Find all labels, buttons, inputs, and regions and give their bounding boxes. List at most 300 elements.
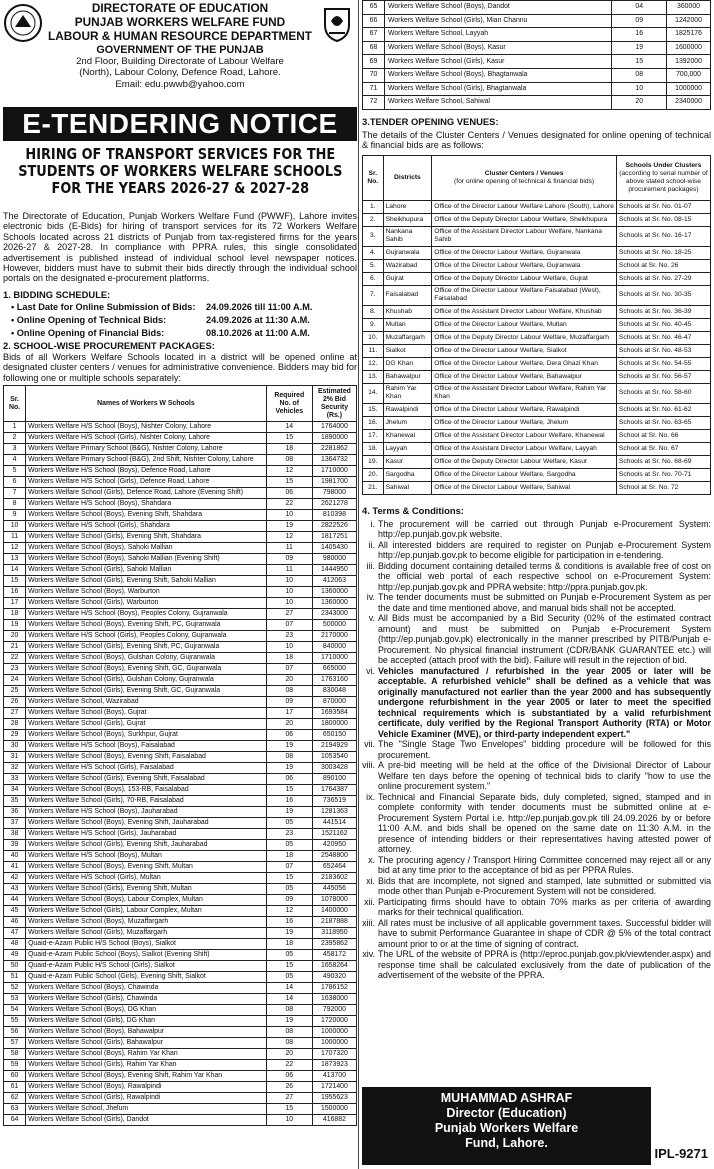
vehicles-cell: 16 [266, 917, 312, 928]
table-row [4, 708, 357, 719]
security-cell: 1521162 [312, 829, 356, 840]
security-cell: 2170000 [312, 631, 356, 642]
school-cell: Quaid-e-Azam Public School (Boys), Sialkot (Evening Shift) [26, 950, 267, 961]
table-row [4, 620, 357, 631]
school-cell: Workers Welfare School, Jhelum [26, 1104, 267, 1115]
packages-table [3, 385, 357, 1126]
term-number: vi. [366, 665, 375, 676]
security-cell: 2822526 [312, 521, 356, 532]
sr-cell: 20. [363, 468, 384, 481]
vehicles-cell: 08 [266, 686, 312, 697]
security-cell: 1721400 [312, 1082, 356, 1093]
pwwf-logo-icon [3, 3, 43, 43]
clusters-cell: School at Sr. No. 72 [616, 481, 710, 494]
security-cell: 1000000 [312, 1027, 356, 1038]
vehicles-cell: 05 [266, 884, 312, 895]
sr-cell: 4 [4, 455, 26, 466]
district-cell: Kasur [383, 455, 432, 468]
sr-cell: 50 [4, 961, 26, 972]
vehicles-cell: 10 [266, 576, 312, 587]
school-cell: Workers Welfare School (Boys), Rahim Yar Khan [26, 1049, 267, 1060]
venue-cell: Office of the Assistant Director Labour Welfare, Khanewal [432, 429, 617, 442]
security-cell: 1053540 [312, 752, 356, 763]
table-row [363, 455, 711, 468]
table-row [4, 884, 357, 895]
school-cell: Workers Welfare School, Wazirabad [26, 697, 267, 708]
vehicles-cell: 22 [266, 1060, 312, 1071]
sr-cell: 35 [4, 796, 26, 807]
header [3, 0, 357, 107]
venue-cell: Office of the Director Labour Welfare, Multan [432, 318, 617, 331]
table-row [4, 642, 357, 653]
sr-cell: 33 [4, 774, 26, 785]
venue-cell: Office of the Deputy Director Labour Welfare, Muzaffargarh [432, 331, 617, 344]
table-row [363, 28, 711, 42]
sr-cell: 5 [4, 466, 26, 477]
address-line-1: 2nd Floor, Building Directorate of Labour Welfare [76, 56, 284, 68]
security-cell: 2395862 [312, 939, 356, 950]
vehicles-cell: 09 [266, 895, 312, 906]
vehicles-cell: 07 [266, 620, 312, 631]
vehicles-cell: 10 [266, 598, 312, 609]
table-row [363, 1, 711, 15]
vehicles-cell: 06 [266, 730, 312, 741]
security-cell: 441514 [312, 818, 356, 829]
security-cell: 792000 [312, 1005, 356, 1016]
vehicles-cell: 23 [266, 829, 312, 840]
sr-cell: 21 [4, 642, 26, 653]
column-divider [358, 0, 359, 1169]
sr-cell: 29 [4, 730, 26, 741]
sr-cell: 59 [4, 1060, 26, 1071]
term-item [362, 592, 711, 613]
table-row [4, 1060, 357, 1071]
vehicles-cell: 10 [612, 82, 667, 96]
sr-cell: 21. [363, 481, 384, 494]
table-row [363, 481, 711, 494]
col-security: Estimated 2% Bid Security (Rs.) [312, 386, 356, 422]
venue-header: Cluster Centers / Venues [484, 169, 564, 177]
security-cell: 2343000 [312, 609, 356, 620]
vehicles-cell: 06 [266, 488, 312, 499]
sr-cell: 28 [4, 719, 26, 730]
security-cell: 1500000 [312, 1104, 356, 1115]
sr-cell: 9 [4, 510, 26, 521]
school-cell: Workers Welfare School (Boys), Evening Shift, Rahim Yar Khan [26, 1071, 267, 1082]
table-row [4, 455, 357, 466]
term-number: ii. [368, 539, 375, 550]
table-row [4, 466, 357, 477]
district-cell: Sheikhupura [383, 213, 432, 226]
venue-cell: Office of the Assistant Director Labour Welfare, Nankana Sahib [432, 226, 617, 246]
intro-paragraph: The Directorate of Education, Punjab Workers Welfare Fund (PWWF), Lahore invites electronic bids (E-Bids) for hiring of transport services for its 72 Workers Welfare Schools located across 21 districts of Punjab from tax-registered firms for the years 2026-27 & 2027-28. In compliance with PPRA rules, this single consolidated advertisement is published instead of individual school level newspaper notices. However, bidders must have to submit their bids directly through the individual school portals on the designated e-procurement platforms. [3, 211, 357, 284]
table-row [363, 305, 711, 318]
security-cell: 2340000 [667, 96, 711, 110]
vehicles-cell: 18 [266, 939, 312, 950]
venue-cell: Office of the Director Labour Welfare Faisalabad (West), Faisalabad [432, 285, 617, 305]
sr-cell: 15 [4, 576, 26, 587]
security-cell: 412063 [312, 576, 356, 587]
vehicles-cell: 27 [266, 609, 312, 620]
clusters-header: Schools Under Clusters [625, 161, 702, 169]
district-cell: Sargodha [383, 468, 432, 481]
table-row [4, 862, 357, 873]
venue-cell: Office of the Director Labour Welfare Lahore (South), Lahore [432, 200, 617, 213]
school-cell: Workers Welfare School (Boys), Sahoki Mallian [26, 543, 267, 554]
ipl-number: IPL-9271 [654, 1146, 708, 1161]
security-cell: 1955623 [312, 1093, 356, 1104]
table-row [4, 829, 357, 840]
school-cell: Workers Welfare School (Girls), Mian Channu [384, 14, 611, 28]
vehicles-cell: 20 [266, 675, 312, 686]
term-item [362, 739, 711, 760]
venue-subheader: (for online opening of technical & financial bids) [454, 177, 595, 185]
term-item [362, 519, 711, 540]
table-row [4, 675, 357, 686]
vehicles-cell: 16 [612, 28, 667, 42]
school-cell: Workers Welfare H/S School (Girls), Peoples Colony, Gujranwala [26, 631, 267, 642]
schedule-title: 1. BIDDING SCHEDULE: [3, 289, 111, 300]
vehicles-cell: 18 [266, 851, 312, 862]
security-cell: 2187888 [312, 917, 356, 928]
packages-table-continued [362, 0, 711, 110]
district-cell: Multan [383, 318, 432, 331]
sr-cell: 13. [363, 370, 384, 383]
signatory-org-2: Fund, Lahore. [465, 1136, 548, 1150]
sr-cell: 11. [363, 344, 384, 357]
sr-cell: 24 [4, 675, 26, 686]
sr-cell: 39 [4, 840, 26, 851]
term-text: The procuring agency / Transport Hiring Committee concerned may reject all or any bid at any time prior to the acceptance of bid as per PPRA Rules. [378, 854, 711, 876]
term-item [362, 561, 711, 593]
term-text: All Bids must be accompanied by a Bid Security (02% of the estimated contract amount) and must be submitted on Punjab e-Procurement System (http://ep.punjab.gov.pk) electronically in the manner prescribed by PITB/Punjab e-Procurement. No physical financial instrument (CDR/BANK GUARANTEE etc.) will be accepted (attach proof with the bid). Failure will result in the rejection of bid. [378, 613, 711, 666]
sr-cell: 9. [363, 318, 384, 331]
school-cell: Workers Welfare School (Boys), Labour Complex, Multan [26, 895, 267, 906]
security-cell: 2621278 [312, 499, 356, 510]
school-cell: Workers Welfare School (Girls), Rawalpindi [26, 1093, 267, 1104]
sr-cell: 18 [4, 609, 26, 620]
sr-cell: 2 [4, 433, 26, 444]
school-cell: Workers Welfare School (Girls), Evening Shift, Shahdara [26, 532, 267, 543]
sr-cell: 14 [4, 565, 26, 576]
sr-cell: 38 [4, 829, 26, 840]
term-item [362, 897, 711, 918]
school-cell: Workers Welfare School (Girls), Evening Shift, Jauharabad [26, 840, 267, 851]
school-cell: Workers Welfare H/S School (Boys), Defence Road, Lahore [26, 466, 267, 477]
district-cell: Gujrat [383, 272, 432, 285]
sr-cell: 26 [4, 697, 26, 708]
security-cell: 1000000 [667, 82, 711, 96]
venue-cell: Office of the Assistant Director Labour Welfare, Rahim Yar Khan [432, 383, 617, 403]
school-cell: Workers Welfare School (Girls), Evening Shift, GC, Gujranwala [26, 686, 267, 697]
sr-cell: 61 [4, 1082, 26, 1093]
vehicles-cell: 10 [266, 642, 312, 653]
col-sr: Sr. No. [363, 155, 384, 200]
vehicles-cell: 11 [266, 543, 312, 554]
school-cell: Workers Welfare School (Girls), Evening Shift, Faisalabad [26, 774, 267, 785]
clusters-subheader: (according to serial number of above stated school-wise procurement packages) [619, 169, 708, 193]
clusters-cell: School at Sr. No. 26 [616, 259, 710, 272]
clusters-cell: Schools at Sr. No. 63-65 [616, 416, 710, 429]
table-row [4, 796, 357, 807]
col-district: Districts [383, 155, 432, 200]
punjab-govt-emblem-icon [317, 3, 357, 43]
sr-cell: 62 [4, 1093, 26, 1104]
clusters-cell: School at Sr. No. 66 [616, 429, 710, 442]
district-cell: Gujranwala [383, 246, 432, 259]
venue-cell: Office of the Assistant Director Labour Welfare, Layyah [432, 442, 617, 455]
security-cell: 840000 [312, 642, 356, 653]
table-row [363, 442, 711, 455]
sr-cell: 43 [4, 884, 26, 895]
term-item [362, 760, 711, 792]
school-cell: Workers Welfare School (Boys), Sahoki Mallian (Evening Shift) [26, 554, 267, 565]
sr-cell: 23 [4, 664, 26, 675]
vehicles-cell: 05 [266, 818, 312, 829]
table-row [363, 357, 711, 370]
table-row [4, 983, 357, 994]
sr-cell: 14. [363, 383, 384, 403]
school-cell: Workers Welfare School (Girls), Chawinda [26, 994, 267, 1005]
school-cell: Workers Welfare School (Boys), DG Khan [26, 1005, 267, 1016]
school-cell: Workers Welfare Primary School (B&G), Nishter Colony, Lahore [26, 444, 267, 455]
sr-cell: 63 [4, 1104, 26, 1115]
district-cell: Faisalabad [383, 285, 432, 305]
table-row [4, 840, 357, 851]
sr-cell: 72 [363, 96, 385, 110]
col-sr: Sr. No. [4, 386, 26, 422]
signature-block [362, 1087, 651, 1165]
term-text: Participating firms should have to obtain 70% marks as per criteria of awarding marks for their technical qualification. [378, 896, 711, 918]
table-row [363, 344, 711, 357]
district-cell: DG Khan [383, 357, 432, 370]
venue-cell: Office of the Assistant Director Labour Welfare, Khushab [432, 305, 617, 318]
term-item [362, 949, 711, 981]
security-cell: 652464 [312, 862, 356, 873]
security-cell: 360000 [667, 1, 711, 15]
vehicles-cell: 19 [266, 741, 312, 752]
sr-cell: 31 [4, 752, 26, 763]
school-cell: Workers Welfare School (Boys), Evening Shift, PC, Gujranwala [26, 620, 267, 631]
school-cell: Workers Welfare H/S School (Boys), Multan [26, 851, 267, 862]
security-cell: 870000 [312, 697, 356, 708]
table-row [4, 752, 357, 763]
sr-cell: 2. [363, 213, 384, 226]
sr-cell: 51 [4, 972, 26, 983]
district-cell: Lahore [383, 200, 432, 213]
sr-cell: 54 [4, 1005, 26, 1016]
school-cell: Workers Welfare H/S School (Boys), Nishter Colony, Lahore [26, 422, 267, 433]
security-cell: 1638000 [312, 994, 356, 1005]
vehicles-cell: 26 [266, 1082, 312, 1093]
packages-title: 2. SCHOOL-WISE PROCUREMENT PACKAGES: [3, 340, 215, 351]
table-row [4, 873, 357, 884]
security-cell: 1710000 [312, 466, 356, 477]
vehicles-cell: 19 [612, 41, 667, 55]
school-cell: Workers Welfare School (Girls), Kasur [384, 55, 611, 69]
sr-cell: 1. [363, 200, 384, 213]
table-row [4, 1071, 357, 1082]
venue-cell: Office of the Director Labour Welfare, Gujranwala [432, 259, 617, 272]
sr-cell: 15. [363, 403, 384, 416]
vehicles-cell: 18 [266, 444, 312, 455]
venue-cell: Office of the Deputy Director Labour Welfare, Kasur [432, 455, 617, 468]
vehicles-cell: 15 [612, 55, 667, 69]
vehicles-cell: 15 [266, 961, 312, 972]
term-item [362, 792, 711, 855]
sr-cell: 47 [4, 928, 26, 939]
table-row [4, 730, 357, 741]
school-cell: Workers Welfare School (Girls), Evening Shift, Sahoki Mallian [26, 576, 267, 587]
table-row [4, 598, 357, 609]
school-cell: Workers Welfare School (Boys), Bhagtanwala [384, 68, 611, 82]
vehicles-cell: 08 [266, 1005, 312, 1016]
table-row [4, 1016, 357, 1027]
sr-cell: 53 [4, 994, 26, 1005]
security-cell: 1707320 [312, 1049, 356, 1060]
sr-cell: 4. [363, 246, 384, 259]
school-cell: Workers Welfare H/S School (Boys), Peoples Colony, Gujranwala [26, 609, 267, 620]
vehicles-cell: 22 [266, 499, 312, 510]
sr-cell: 32 [4, 763, 26, 774]
clusters-cell: Schools at Sr. No. 01-07 [616, 200, 710, 213]
security-cell: 665000 [312, 664, 356, 675]
e-tendering-banner: E-TENDERING NOTICE [3, 107, 357, 141]
table-row [363, 68, 711, 82]
vehicles-cell: 12 [266, 466, 312, 477]
vehicles-cell: 07 [266, 664, 312, 675]
clusters-cell: Schools at Sr. No. 68-69 [616, 455, 710, 468]
security-cell: 1873923 [312, 1060, 356, 1071]
district-cell: Wazirabad [383, 259, 432, 272]
table-row [4, 576, 357, 587]
vehicles-cell: 15 [266, 873, 312, 884]
school-cell: Workers Welfare School (Girls), Defence Road, Lahore (Evening Shift) [26, 488, 267, 499]
venue-cell: Office of the Director Labour Welfare, Dera Ghazi Khan [432, 357, 617, 370]
term-number: i. [370, 518, 375, 529]
table-row [4, 499, 357, 510]
bidding-schedule [3, 301, 357, 340]
sr-cell: 57 [4, 1038, 26, 1049]
table-row [4, 521, 357, 532]
venues-table [362, 155, 711, 495]
table-row [363, 403, 711, 416]
sr-cell: 55 [4, 1016, 26, 1027]
schedule-label: • Online Opening of Financial Bids: [11, 328, 165, 338]
table-row [4, 609, 357, 620]
email-line: Email: edu.pwwb@yahoo.com [115, 78, 245, 90]
vehicles-cell: 19 [266, 807, 312, 818]
vehicles-cell: 19 [266, 928, 312, 939]
terms-list [362, 519, 711, 981]
term-text: The URL of the website of PPRA is (http://eproc.punjab.gov.pk/viewtender.aspx) and response time shall be calculated exclusively from the date of publication of the advertisement of the website of the PPRA. [378, 949, 711, 981]
table-row [363, 383, 711, 403]
venue-cell: Office of the Deputy Director Labour Welfare, Gujrat [432, 272, 617, 285]
right-column [362, 0, 711, 1169]
school-cell: Workers Welfare School (Girls), Bahawalpur [26, 1038, 267, 1049]
table-row [4, 1082, 357, 1093]
vehicles-cell: 19 [266, 1016, 312, 1027]
vehicles-cell: 17 [266, 708, 312, 719]
venue-cell: Office of the Director Labour Welfare, Gujranwala [432, 246, 617, 259]
school-cell: Workers Welfare School (Boys), Dandot [384, 1, 611, 15]
table-row [4, 697, 357, 708]
vehicles-cell: 04 [612, 1, 667, 15]
security-cell: 3003428 [312, 763, 356, 774]
sr-cell: 3 [4, 444, 26, 455]
sr-cell: 68 [363, 41, 385, 55]
sr-cell: 36 [4, 807, 26, 818]
term-text: All rates must be inclusive of all applicable government taxes. Successful bidder will have to submit Performance Guarantee in shape of CDR @ 5% of the total contract amount prior to or at the time of signing of contract. [378, 917, 711, 949]
security-cell: 1764000 [312, 422, 356, 433]
term-number: v. [368, 613, 375, 624]
security-cell: 420950 [312, 840, 356, 851]
school-cell: Workers Welfare H/S School (Girls), Shahdara [26, 521, 267, 532]
sr-cell: 11 [4, 532, 26, 543]
table-row [4, 1104, 357, 1115]
term-text: A pre-bid meeting will be held at the office of the Divisional Director of Labour Welfare ten days before the opening of technical bids to clarify "how to use the online procurement system." [378, 760, 711, 792]
schedule-value: 08.10.2026 at 11:00 A.M. [206, 328, 310, 338]
vehicles-cell: 15 [266, 1104, 312, 1115]
school-cell: Workers Welfare School (Girls), Gulshan Colony, Gujranwala [26, 675, 267, 686]
table-row [363, 14, 711, 28]
terms-title: 4. Terms & Conditions: [362, 504, 464, 516]
security-cell: 1710000 [312, 653, 356, 664]
term-text: The procurement will be carried out through Punjab e-Procurement System: http://ep.punjab.gov.pk website. [378, 518, 711, 540]
vehicles-cell: 06 [266, 1071, 312, 1082]
clusters-cell: Schools at Sr. No. 30-35 [616, 285, 710, 305]
vehicles-cell: 15 [266, 477, 312, 488]
school-cell: Workers Welfare School (Girls), DG Khan [26, 1016, 267, 1027]
term-number: iii. [366, 560, 375, 571]
table-row [4, 631, 357, 642]
vehicles-cell: 15 [266, 785, 312, 796]
school-cell: Workers Welfare School (Girls), Gujrat [26, 719, 267, 730]
security-cell: 798000 [312, 488, 356, 499]
vehicles-cell: 14 [266, 983, 312, 994]
school-cell: Workers Welfare School (Girls), Evening Shift, Multan [26, 884, 267, 895]
table-row [4, 532, 357, 543]
sr-cell: 46 [4, 917, 26, 928]
sr-cell: 64 [4, 1115, 26, 1126]
table-row [4, 928, 357, 939]
security-cell: 1786152 [312, 983, 356, 994]
security-cell: 1890000 [312, 433, 356, 444]
vehicles-cell: 18 [266, 653, 312, 664]
district-cell: Sahiwal [383, 481, 432, 494]
school-cell: Workers Welfare School (Boys), Chawinda [26, 983, 267, 994]
term-text: The tender documents must be submitted on Punjab e-Procurement System as per the date and time mentioned above, and manual bids shall not be accepted. [378, 592, 711, 613]
security-cell: 1392000 [667, 55, 711, 69]
sr-cell: 20 [4, 631, 26, 642]
security-cell: 413700 [312, 1071, 356, 1082]
sr-cell: 8 [4, 499, 26, 510]
sr-cell: 42 [4, 873, 26, 884]
sr-cell: 5. [363, 259, 384, 272]
sr-cell: 49 [4, 950, 26, 961]
security-cell: 1720000 [312, 1016, 356, 1027]
security-cell: 810398 [312, 510, 356, 521]
packages-intro: Bids of all Workers Welfare Schools located in a district will be opened online at designated cluster centers / venues for administrative convenience. Bidders may bid for following one or multiple schools separately: [3, 352, 357, 383]
table-row [4, 972, 357, 983]
table-row [4, 565, 357, 576]
table-row [363, 82, 711, 96]
vehicles-cell: 08 [266, 752, 312, 763]
venue-cell: Office of the Director Labour Welfare, Sargodha [432, 468, 617, 481]
table-row [363, 96, 711, 110]
security-cell: 2281862 [312, 444, 356, 455]
vehicles-cell: 23 [266, 631, 312, 642]
